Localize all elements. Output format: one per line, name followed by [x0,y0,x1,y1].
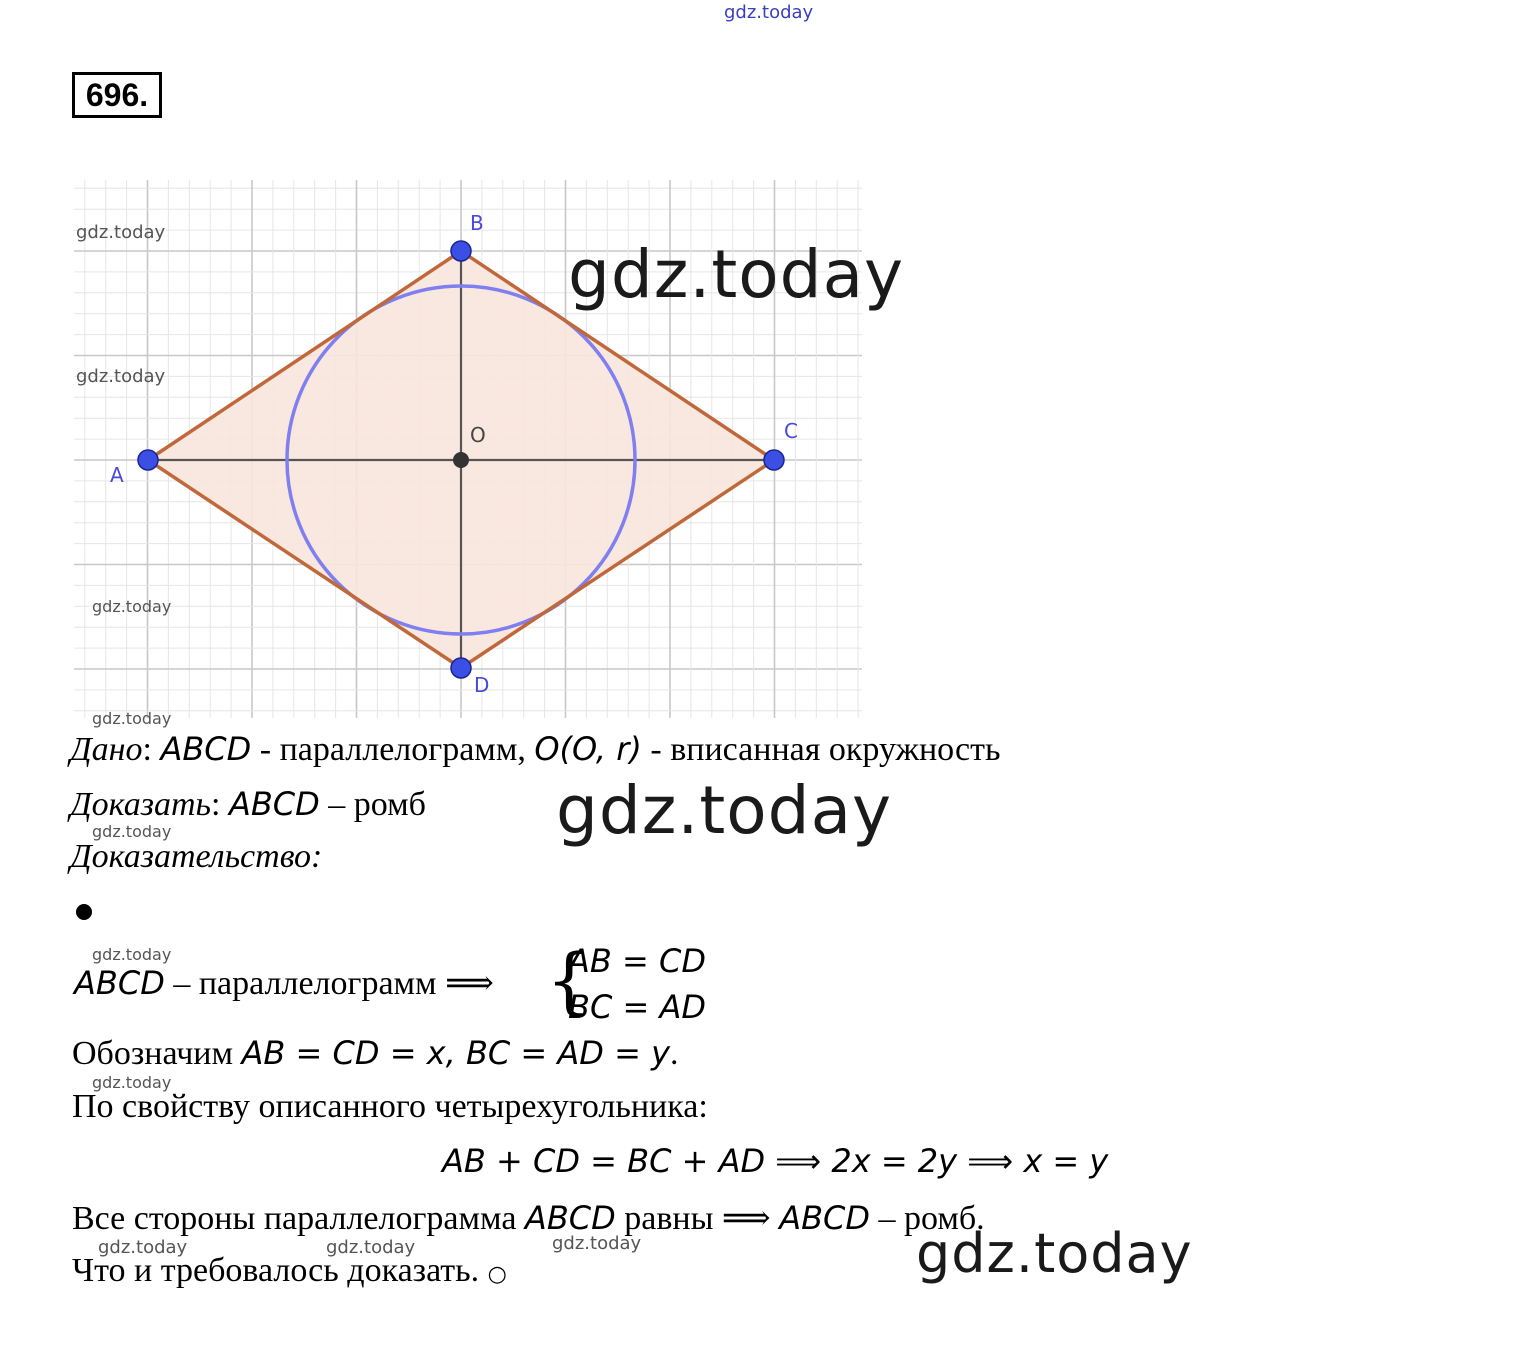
system-abcd: ABCD [74,964,165,1002]
property-line: По свойству описанного четырехугольника: [72,1088,708,1125]
denote-math: AB = CD = x, BC = AD = y [241,1034,671,1072]
watermark: gdz.today [92,597,172,616]
given-circle: O(O, r) [534,730,642,768]
qed-line [72,1252,507,1290]
given-text: - параллелограмм, [251,731,535,768]
system-text: – параллелограмм ⟹ [164,965,494,1002]
watermark: gdz.today [92,1073,172,1092]
vertex-d [451,658,471,678]
watermark-big: gdz.today [568,236,905,313]
problem-number: 696. [72,72,162,118]
watermark: gdz.today [92,822,172,841]
main-equation: AB + CD = BC + AD ⟹ 2x = 2y ⟹ x = y [442,1142,1109,1180]
label-a: A [110,463,124,487]
conclusion-text1: Все стороны параллелограмма [72,1200,525,1237]
given-label: Дано [70,731,143,768]
label-c: C [784,419,798,443]
watermark: gdz.today [92,709,172,728]
watermark-big: gdz.today [916,1222,1193,1285]
conclusion-text3: – ромб. [870,1200,985,1237]
prove-abcd: ABCD [228,785,320,823]
given-rest: - вписанная окружность [641,731,1001,768]
given-colon: : [142,731,152,768]
given-line [70,730,1000,769]
bullet [76,904,92,920]
watermark: gdz.today [76,366,166,387]
watermark: gdz.today [76,222,166,243]
proof-label: Доказательство: [70,838,323,875]
vertex-b [451,241,471,261]
center-o [453,452,469,468]
prove-colon: : [210,786,221,823]
label-b: B [470,211,484,235]
conclusion-abcd1: ABCD [524,1199,616,1237]
watermark-top: gdz.today [724,2,814,23]
vertex-c [764,450,784,470]
conclusion-abcd2: ABCD [779,1199,871,1237]
qed-text: Что и требовалось доказать. [72,1252,480,1289]
conclusion-line [72,1198,985,1238]
vertex-a [138,450,158,470]
given-abcd: ABCD [160,730,252,768]
denote-line [72,1034,679,1073]
system-brace: { [546,938,592,1022]
watermark: gdz.today [326,1237,416,1258]
qed-symbol: ○ [487,1262,507,1287]
watermark-big: gdz.today [556,772,893,849]
denote-end: . [670,1035,679,1072]
watermark: gdz.today [92,945,172,964]
system-lhs [74,963,494,1003]
system-eq1: AB = CD [568,942,706,980]
denote-text: Обозначим [72,1035,242,1072]
label-d: D [474,673,490,697]
system-eq2: BC = AD [568,988,706,1026]
prove-rest: – ромб [319,786,426,823]
watermark: gdz.today [552,1233,642,1254]
watermark: gdz.today [98,1237,188,1258]
conclusion-text2: равны ⟹ [615,1200,780,1237]
prove-label: Доказать [70,786,211,823]
label-o: O [470,423,486,447]
prove-line [70,785,426,824]
